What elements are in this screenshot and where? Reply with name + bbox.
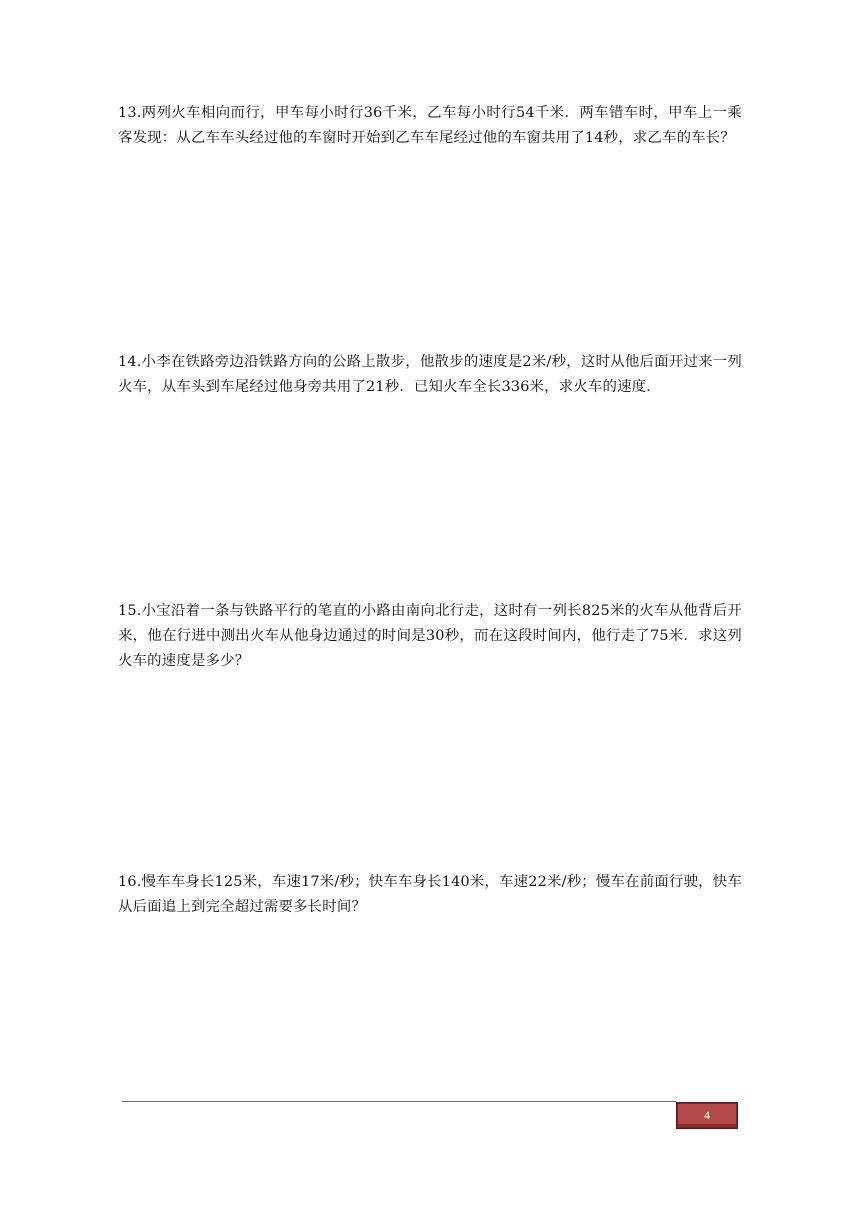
page-number: 4 bbox=[704, 1108, 710, 1122]
page-number-badge-fill bbox=[678, 1104, 736, 1127]
page-number-badge bbox=[676, 1102, 738, 1129]
footer-divider bbox=[122, 1101, 676, 1102]
problem-15-text: 15.小宝沿着一条与铁路平行的笔直的小路由南向北行走，这时有一列长825米的火车从他背后开来，他在行进中测出火车从他身边通过的时间是30秒，而在这段时间内，他行走了75米．求这列火车的速度是多少？ bbox=[118, 603, 742, 669]
problem-16-text: 16.慢车车身长125米，车速17米/秒；快车车身长140米，车速22米/秒；慢车在前面行驶，快车从后面追上到完全超过需要多长时间？ bbox=[118, 874, 742, 915]
problem-14-text: 14.小李在铁路旁边沿铁路方向的公路上散步，他散步的速度是2米/秒，这时从他后面开过来一列火车，从车头到车尾经过他身旁共用了21秒．已知火车全长336米，求火车的速度． bbox=[118, 354, 742, 395]
problem-13-text: 13.两列火车相向而行，甲车每小时行36千米，乙车每小时行54千米．两车错车时，甲车上一乘客发现：从乙车车头经过他的车窗时开始到乙车车尾经过他的车窗共用了14秒，求乙车的车长？ bbox=[118, 105, 742, 146]
